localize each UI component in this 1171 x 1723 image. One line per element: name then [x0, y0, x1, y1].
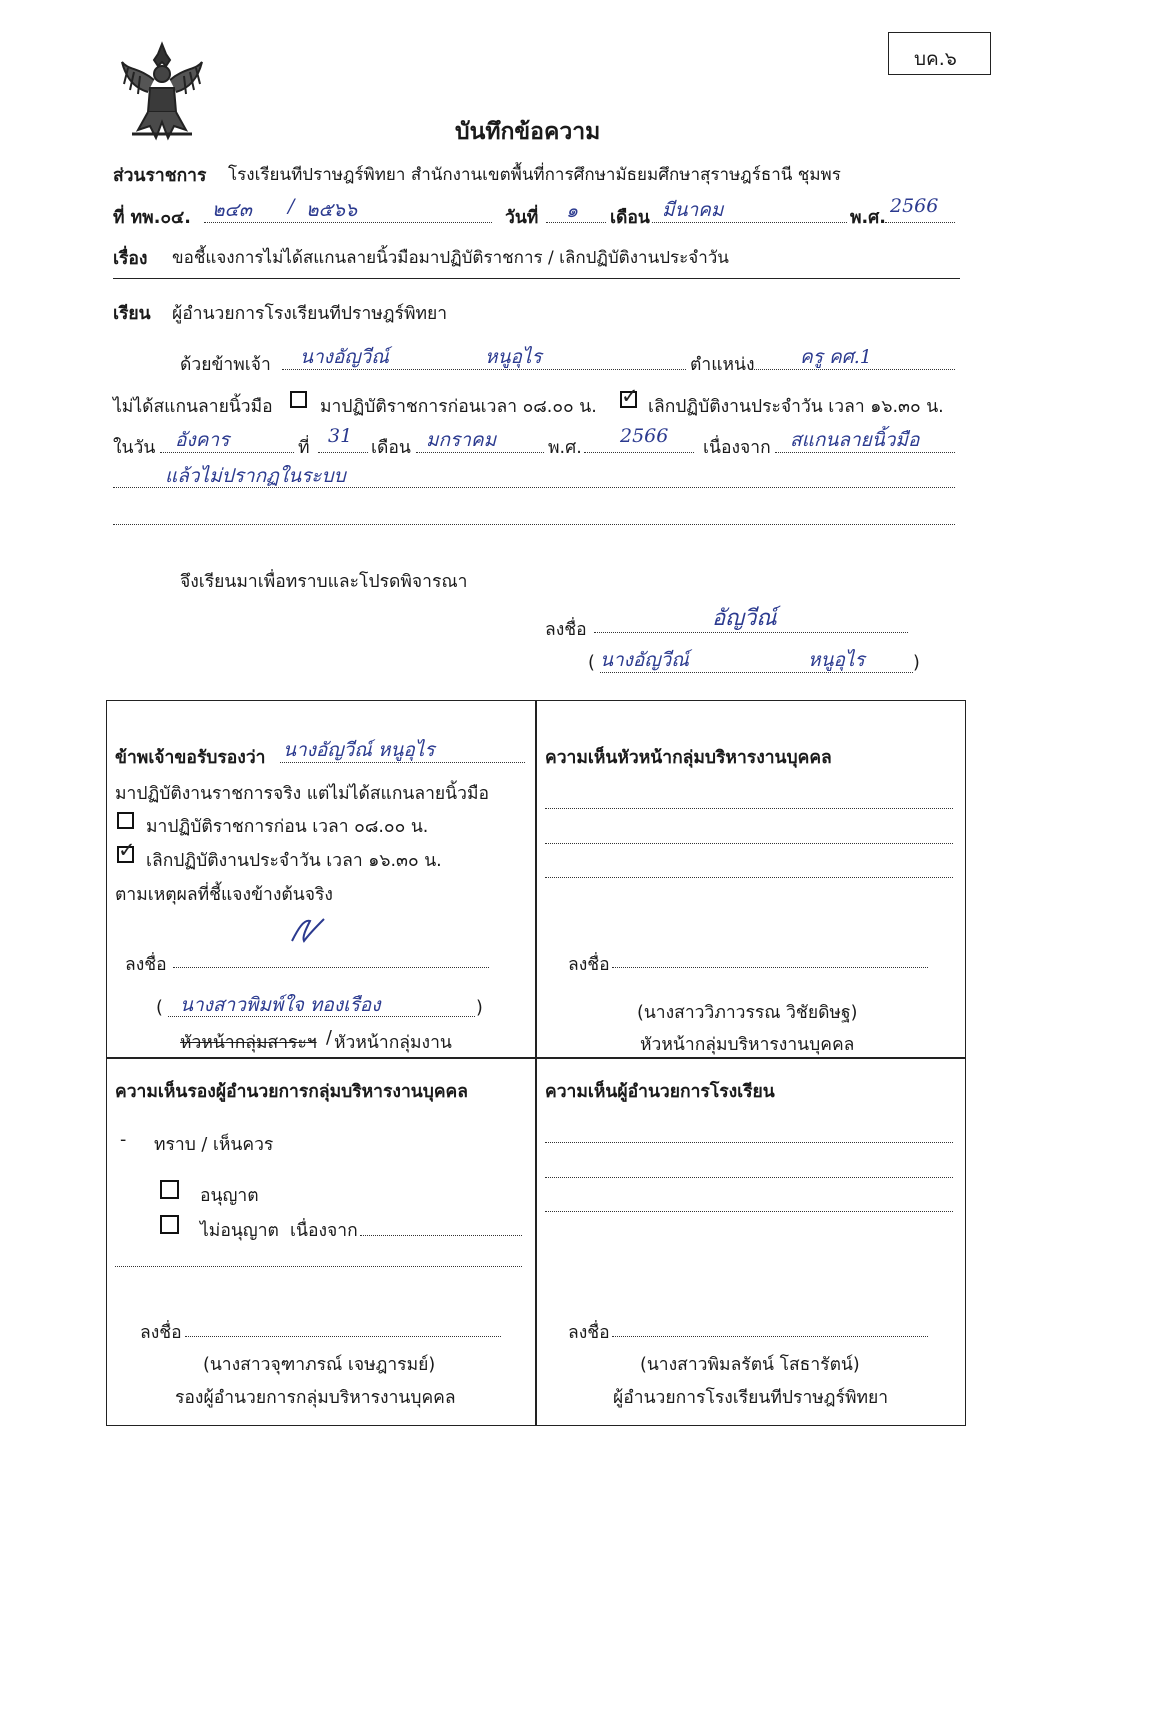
month-label: เดือน — [610, 208, 650, 228]
closing-text: จึงเรียนมาเพื่อทราบและโปรดพิจารณา — [180, 572, 468, 592]
director-sign-dotline — [612, 1336, 928, 1337]
day-dotline — [318, 452, 368, 453]
deputy-role: รองผู้อำนวยการกลุ่มบริหารงานบุคคล — [175, 1388, 456, 1408]
on-label: ในวัน — [113, 438, 156, 458]
doc-code: บค.๖ — [914, 48, 957, 70]
printed-name: นางอัญวีณ์ — [600, 649, 689, 671]
deputy-sign-label: ลงชื่อ — [140, 1323, 182, 1343]
director-line-1 — [545, 1142, 953, 1143]
deputy-name: (นางสาวจุฑาภรณ์ เจษฎารมย์) — [203, 1355, 436, 1375]
garuda-emblem — [118, 38, 206, 146]
body-month-value: มกราคม — [426, 429, 497, 451]
hr-head-heading: ความเห็นหัวหน้ากลุ่มบริหารงานบุคคล — [545, 748, 832, 768]
ref-number-2: ๒๕๖๖ — [306, 199, 358, 221]
hr-head-line-2 — [545, 843, 953, 844]
certify-checkbox-morning[interactable] — [117, 812, 134, 829]
day-value: 31 — [328, 425, 353, 447]
not-scan-label: ไม่ได้สแกนลายนิ้วมือ — [113, 397, 273, 417]
certify-sign-dotline — [173, 967, 489, 968]
checkbox-morning[interactable] — [290, 391, 307, 408]
deputy-deny-checkbox[interactable] — [160, 1215, 179, 1234]
certify-line2: มาปฏิบัติงานราชการจริง แต่ไม่ได้สแกนลายนิ้วมือ — [115, 784, 490, 804]
deputy-sign-dotline — [185, 1336, 501, 1337]
agency-value: โรงเรียนทีปราษฎร์พิทยา สำนักงานเขตพื้นที่การศึกษามัธยมศึกษาสุราษฎร์ธานี ชุมพร — [228, 165, 841, 185]
director-heading: ความเห็นผู้อำนวยการโรงเรียน — [545, 1082, 775, 1102]
hr-head-sign-dotline — [612, 967, 928, 968]
director-name: (นางสาวพิมลรัตน์ โสธารัตน์) — [640, 1355, 860, 1375]
year-value: 2566 — [890, 195, 939, 217]
certify-label: ข้าพเจ้าขอรับรองว่า — [115, 748, 266, 768]
applicant-signature: อัญวีณ์ — [712, 606, 777, 631]
body-year-value: 2566 — [620, 425, 669, 447]
deputy-deny-because: เนื่องจาก — [290, 1221, 358, 1241]
checkmark-icon: ✓ — [621, 384, 639, 408]
sign-label: ลงชื่อ — [545, 620, 587, 640]
hr-head-name: (นางสาววิภาวรรณ วิชัยดิษฐ) — [637, 1003, 858, 1023]
director-line-2 — [545, 1177, 953, 1178]
certify-option-evening: เลิกปฏิบัติงานประจำวัน เวลา ๑๖.๓๐ น. — [146, 851, 442, 871]
applicant-surname: หนูอุไร — [485, 346, 542, 368]
date-label: วันที่ — [505, 208, 539, 228]
applicant-name: นางอัญวีณ์ — [300, 346, 389, 368]
ref-separator: / — [288, 195, 295, 217]
year-label: พ.ศ. — [850, 208, 886, 228]
agency-label: ส่วนราชการ — [113, 166, 207, 186]
deputy-ack: ทราบ / เห็นควร — [154, 1135, 274, 1155]
weekday-value: อังคาร — [175, 429, 230, 451]
because-label: เนื่องจาก — [703, 438, 771, 458]
certify-option-morning: มาปฏิบัติราชการก่อน เวลา ๐๘.๐๐ น. — [146, 817, 429, 837]
to-label: เรียน — [113, 304, 151, 324]
reason-text-2: แล้วไม่ปรากฏในระบบ — [165, 465, 346, 487]
director-line-3 — [545, 1211, 953, 1212]
hr-head-role: หัวหน้ากลุ่มบริหารงานบุคคล — [640, 1035, 855, 1055]
certify-role-separator: / — [326, 1028, 332, 1048]
certify-signer-name: นางสาวพิมพ์ใจ ทองเรือง — [180, 994, 381, 1016]
subject-label: เรื่อง — [113, 249, 148, 269]
date-day: ๑ — [566, 200, 579, 222]
hr-head-sign-label: ลงชื่อ — [568, 955, 610, 975]
printed-name-close: ) — [913, 653, 920, 673]
ref-label: ที่ ทพ.๐๔. — [113, 208, 191, 228]
position-label: ตำแหน่ง — [690, 355, 755, 375]
month-value: มีนาคม — [662, 199, 724, 221]
deputy-dash: - — [120, 1130, 127, 1150]
deputy-deny-label: ไม่อนุญาต — [200, 1221, 279, 1241]
certify-signer-close: ) — [476, 998, 483, 1018]
certify-checkmark-icon: ✓ — [118, 838, 136, 862]
director-sign-label: ลงชื่อ — [568, 1323, 610, 1343]
certifier-signature-mark — [288, 915, 328, 945]
body-year-dotline — [584, 452, 694, 453]
deputy-reason-line — [115, 1266, 522, 1267]
certify-sign-label: ลงชื่อ — [125, 955, 167, 975]
subject-value: ขอชี้แจงการไม่ได้สแกนลายนิ้วมือมาปฏิบัติราชการ / เลิกปฏิบัติงานประจำวัน — [172, 248, 729, 268]
body-month-label: เดือน — [371, 438, 411, 458]
i-label: ด้วยข้าพเจ้า — [180, 355, 271, 375]
printed-name-open: ( — [588, 653, 595, 673]
reason-line-3 — [113, 524, 955, 525]
deputy-because-dotline — [360, 1235, 522, 1236]
hr-head-line-3 — [545, 877, 953, 878]
position-value: ครู คศ.1 — [800, 346, 872, 368]
because-value: สแกนลายนิ้วมือ — [790, 429, 920, 451]
certify-role-kept: หัวหน้ากลุ่มงาน — [334, 1033, 452, 1053]
certify-name: นางอัญวีณ์ หนูอุไร — [283, 739, 435, 761]
table-vertical-divider — [535, 700, 537, 1426]
certify-role-struck: หัวหน้ากลุ่มสาระฯ — [180, 1033, 317, 1053]
year-dotline — [885, 222, 955, 223]
hr-head-line-1 — [545, 808, 953, 809]
ref-number-1: ๒๔๓ — [212, 199, 252, 221]
option-evening-label: เลิกปฏิบัติงานประจำวัน เวลา ๑๖.๓๐ น. — [648, 397, 944, 417]
header-divider — [113, 278, 960, 279]
certify-signer-open: ( — [156, 998, 163, 1018]
deputy-heading: ความเห็นรองผู้อำนวยการกลุ่มบริหารงานบุคคล — [115, 1082, 468, 1102]
to-value: ผู้อำนวยการโรงเรียนทีปราษฎร์พิทยา — [172, 304, 448, 324]
printed-surname: หนูอุไร — [808, 649, 865, 671]
director-role: ผู้อำนวยการโรงเรียนทีปราษฎร์พิทยา — [613, 1388, 889, 1408]
option-morning-label: มาปฏิบัติราชการก่อนเวลา ๐๘.๐๐ น. — [320, 397, 597, 417]
deputy-approve-label: อนุญาต — [200, 1186, 259, 1206]
deputy-approve-checkbox[interactable] — [160, 1180, 179, 1199]
page-title: บันทึกข้อความ — [455, 119, 601, 145]
body-year-label: พ.ศ. — [548, 438, 582, 458]
certify-line5: ตามเหตุผลที่ชี้แจงข้างต้นจริง — [115, 885, 333, 905]
day-label: ที่ — [298, 438, 310, 458]
